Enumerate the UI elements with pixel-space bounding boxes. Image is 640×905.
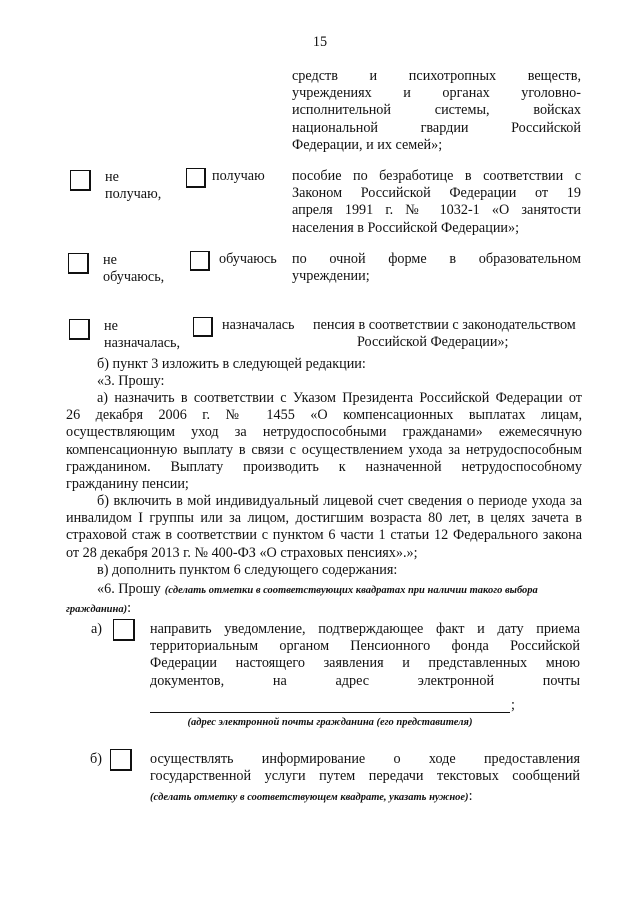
item-a-line-end: ; [511, 697, 515, 713]
study-text [292, 251, 581, 285]
text-line: осуществляющим уход за нетрудоспособными гражданами» ежемесячную [66, 424, 582, 441]
option-label-line: получаю, [105, 186, 162, 203]
text-line: Федерации, и их семей»; [292, 136, 443, 153]
checkbox-pension-not-assigned[interactable] [69, 319, 90, 340]
text-line: осуществлять информирование о ходе предоставления [150, 751, 580, 767]
amendment-v-intro: в) дополнить пунктом 6 следующего содержания: [97, 562, 398, 578]
text-line: страховой стаж в соответствии с пунктом 6 части 1 статьи 12 Федерального закона [66, 527, 582, 544]
checkbox-receive[interactable] [186, 168, 206, 188]
text-line: пособие по безработице в соответствии с [292, 168, 581, 184]
text-line: территориальным органом Пенсионного фонда Российской [150, 638, 580, 655]
option-label-line: не [104, 318, 118, 334]
paragraph-b [66, 493, 582, 562]
text-line: Законом Российской Федерации от 19 [292, 185, 581, 202]
option-label-not-receive [105, 169, 161, 203]
option-label-not-study [103, 252, 164, 286]
item-b-text [150, 751, 580, 785]
paragraph-a [66, 390, 582, 493]
text-line: государственной услуги путем передачи текстовых сообщений [150, 768, 580, 785]
colon: : [127, 600, 132, 616]
email-input-line[interactable] [150, 712, 510, 713]
prosu-6-note-cont [66, 599, 131, 617]
amendment-b-intro: б) пункт 3 изложить в следующей редакции: [97, 356, 366, 372]
text-line: инвалидом I группы или за лицом, достигшим возраста 80 лет, в целях зачета в [66, 510, 582, 527]
text-line: исполнительной системы, войсках [292, 102, 581, 119]
text-line: Федерации настоящего заявления и представленных мною [150, 655, 580, 672]
colon: : [468, 788, 473, 804]
option-label-line: не [105, 169, 119, 185]
prosu-6-line [97, 580, 582, 598]
checkbox-item-a[interactable] [113, 619, 135, 641]
unemployment-text [292, 168, 581, 237]
item-a-text [150, 621, 580, 690]
text-line: б) включить в мой индивидуальный лицевой счет сведения о периоде ухода за [97, 493, 582, 509]
pension-text-line-1: пенсия в соответствии с законодательством [313, 317, 576, 333]
option-label-study: обучаюсь [219, 251, 277, 267]
text-line: населения в Российской Федерации»; [292, 219, 520, 236]
checkbox-not-receive[interactable] [70, 170, 91, 191]
text-line: а) назначить в соответствии с Указом Президента Российской Федерации от [97, 390, 582, 406]
text-line: документов, на адрес электронной почты [150, 672, 580, 689]
text-line: от 28 декабря 2013 г. № 400-ФЗ «О страховых пенсиях».»; [66, 544, 418, 561]
pension-text-line-2: Российской Федерации»; [357, 334, 509, 350]
text-line: по очной форме в образовательном [292, 251, 581, 267]
option-label-line: обучаюсь, [103, 269, 165, 286]
continued-text-block [292, 68, 581, 154]
text-line: апреля 1991 г. № 1032-1 «О занятости [292, 202, 581, 219]
text-line: компенсационную выплату в связи с осуществлением ухода за нетрудоспособным [66, 441, 582, 458]
text-line: средств и психотропных веществ, [292, 68, 581, 84]
item-b-note: (сделать отметку в соответствующем квадрате, указать нужное) [150, 792, 469, 803]
text-line: гражданином. Выплату производить к назначенной нетрудоспособному [66, 458, 582, 475]
checkbox-pension-assigned[interactable] [193, 317, 213, 337]
email-caption: (адрес электронной почты гражданина (его представителя) [187, 717, 473, 728]
text-line: гражданину пенсии; [66, 476, 189, 493]
item-b-label: б) [90, 751, 102, 767]
text-line: национальной гвардии Российской [292, 119, 581, 136]
option-label-pension-not-assigned [104, 318, 180, 352]
option-label-receive: получаю [212, 168, 265, 184]
item-b-note-line [150, 787, 473, 805]
text-line: 26 декабря 2006 г. № 1455 «О компенсационных выплатах лицам, [66, 407, 582, 424]
text-line: учреждении; [292, 268, 370, 285]
text-line: учреждениях и органах уголовно- [292, 85, 581, 102]
prosu-6-note: (сделать отметки в соответствующих квадратах при наличии такого выбора [164, 585, 538, 596]
option-label-pension-assigned: назначалась [222, 317, 295, 333]
option-label-line: не [103, 252, 117, 268]
checkbox-study[interactable] [190, 251, 210, 271]
prosu-3-heading: «3. Прошу: [97, 373, 165, 389]
prosu-6-heading: «6. Прошу [97, 581, 161, 597]
checkbox-not-study[interactable] [68, 253, 89, 274]
prosu-6-note-line: гражданина) [66, 604, 128, 615]
option-label-line: назначалась, [104, 335, 181, 352]
checkbox-item-b[interactable] [110, 749, 132, 771]
text-line: направить уведомление, подтверждающее факт и дату приема [150, 621, 580, 637]
item-a-label: а) [91, 621, 103, 637]
page-number: 15 [312, 34, 328, 50]
